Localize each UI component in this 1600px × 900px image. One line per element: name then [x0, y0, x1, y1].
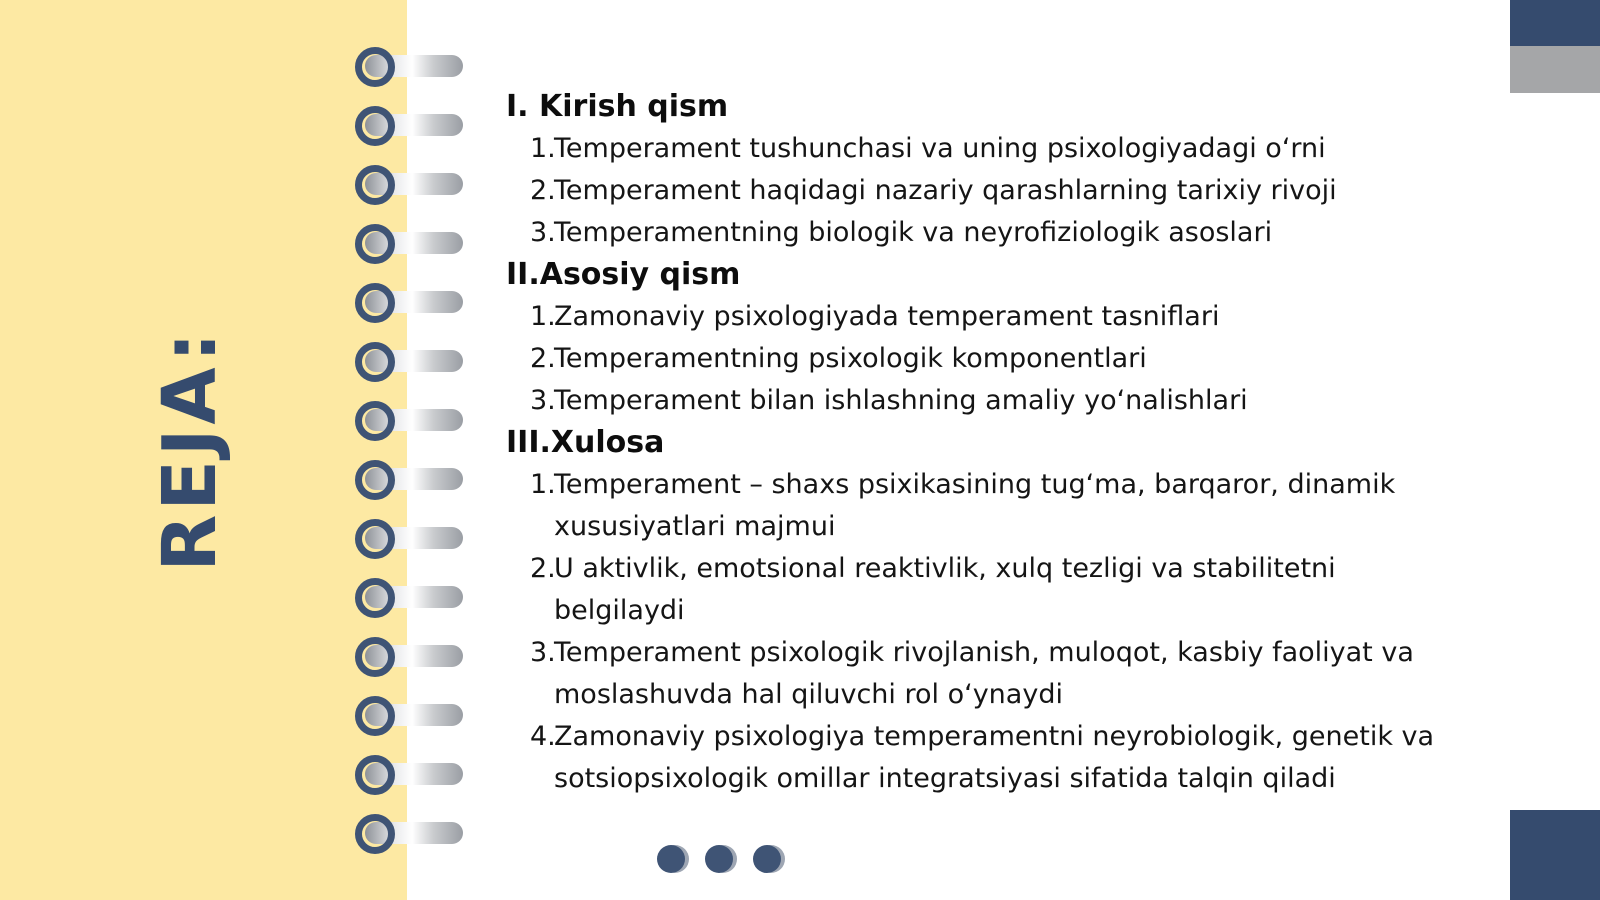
list-item: [506, 716, 1466, 800]
spiral-loop: [355, 401, 395, 441]
item-number: 1.: [530, 469, 556, 500]
spiral-ring: [355, 163, 465, 203]
spiral-ring: [355, 281, 465, 321]
spiral-loop: [355, 814, 395, 854]
spiral-ring: [355, 340, 465, 380]
item-number: 3.: [530, 637, 556, 668]
spiral-ring: [355, 222, 465, 262]
spiral-ring: [355, 458, 465, 498]
item-number: 1.: [530, 133, 556, 164]
item-text: Temperament – shaxs psixikasining tug‘ma, barqaror, dinamik xususiyatlari majmui: [554, 469, 1396, 542]
spiral-ring: [355, 576, 465, 616]
section-list: [506, 128, 1466, 254]
list-item: [506, 632, 1466, 716]
section-heading: II.Asosiy qism: [506, 257, 741, 292]
dot-icon: [705, 845, 733, 873]
section-heading: I. Kirish qism: [506, 89, 729, 124]
spiral-loop: [355, 342, 395, 382]
corner-decoration-dark: [1510, 0, 1600, 46]
item-number: 3.: [530, 385, 556, 416]
item-number: 2.: [530, 343, 556, 374]
dot-icon: [753, 845, 781, 873]
spiral-ring: [355, 399, 465, 439]
section-heading: III.Xulosa: [506, 425, 665, 460]
item-number: 1.: [530, 301, 556, 332]
spiral-ring: [355, 635, 465, 675]
dot-icon: [657, 845, 685, 873]
spiral-loop: [355, 755, 395, 795]
spiral-loop: [355, 165, 395, 205]
spiral-loop: [355, 460, 395, 500]
item-text: Temperament psixologik rivojlanish, muloqot, kasbiy faoliyat va moslashuvda hal qiluvchi rol o‘ynaydi: [554, 637, 1414, 710]
spiral-loop: [355, 106, 395, 146]
list-item: [506, 212, 1466, 254]
item-text: Zamonaviy psixologiya temperamentni neyrobiologik, genetik va sotsiopsixologik omillar integratsiyasi sifatida talqin qiladi: [554, 721, 1435, 794]
item-number: 3.: [530, 217, 556, 248]
spiral-loop: [355, 637, 395, 677]
spiral-loop: [355, 696, 395, 736]
list-item: [506, 170, 1466, 212]
decorative-dots: [657, 845, 797, 879]
item-number: 2.: [530, 553, 556, 584]
list-item: [506, 128, 1466, 170]
item-text: Temperamentning psixologik komponentlari: [554, 343, 1147, 374]
spiral-ring: [355, 753, 465, 793]
section-list: [506, 464, 1466, 800]
spiral-loop: [355, 519, 395, 559]
list-item: [506, 380, 1466, 422]
spiral-loop: [355, 224, 395, 264]
item-text: Temperament tushunchasi va uning psixologiyadagi o‘rni: [554, 133, 1326, 164]
list-item: [506, 464, 1466, 548]
spiral-ring: [355, 812, 465, 852]
item-number: 4.: [530, 721, 556, 752]
spiral-loop: [355, 47, 395, 87]
spiral-ring: [355, 694, 465, 734]
corner-decoration-grey: [1510, 46, 1600, 93]
spiral-ring: [355, 45, 465, 85]
spiral-loop: [355, 283, 395, 323]
list-item: [506, 548, 1466, 632]
list-item: [506, 338, 1466, 380]
item-text: Temperament bilan ishlashning amaliy yo‘nalishlari: [554, 385, 1248, 416]
item-text: Temperament haqidagi nazariy qarashlarning tarixiy rivoji: [554, 175, 1337, 206]
slide-title: REJA:: [147, 328, 233, 572]
section-list: [506, 296, 1466, 422]
item-text: Zamonaviy psixologiyada temperament tasniflari: [554, 301, 1220, 332]
spiral-binding: [355, 45, 465, 865]
item-text: U aktivlik, emotsional reaktivlik, xulq tezligi va stabilitetni belgilaydi: [554, 553, 1336, 626]
spiral-loop: [355, 578, 395, 618]
spiral-ring: [355, 104, 465, 144]
item-number: 2.: [530, 175, 556, 206]
spiral-ring: [355, 517, 465, 557]
list-item: [506, 296, 1466, 338]
corner-decoration-bottom: [1510, 810, 1600, 900]
plan-content: [506, 86, 1466, 800]
item-text: Temperamentning biologik va neyrofiziologik asoslari: [554, 217, 1273, 248]
